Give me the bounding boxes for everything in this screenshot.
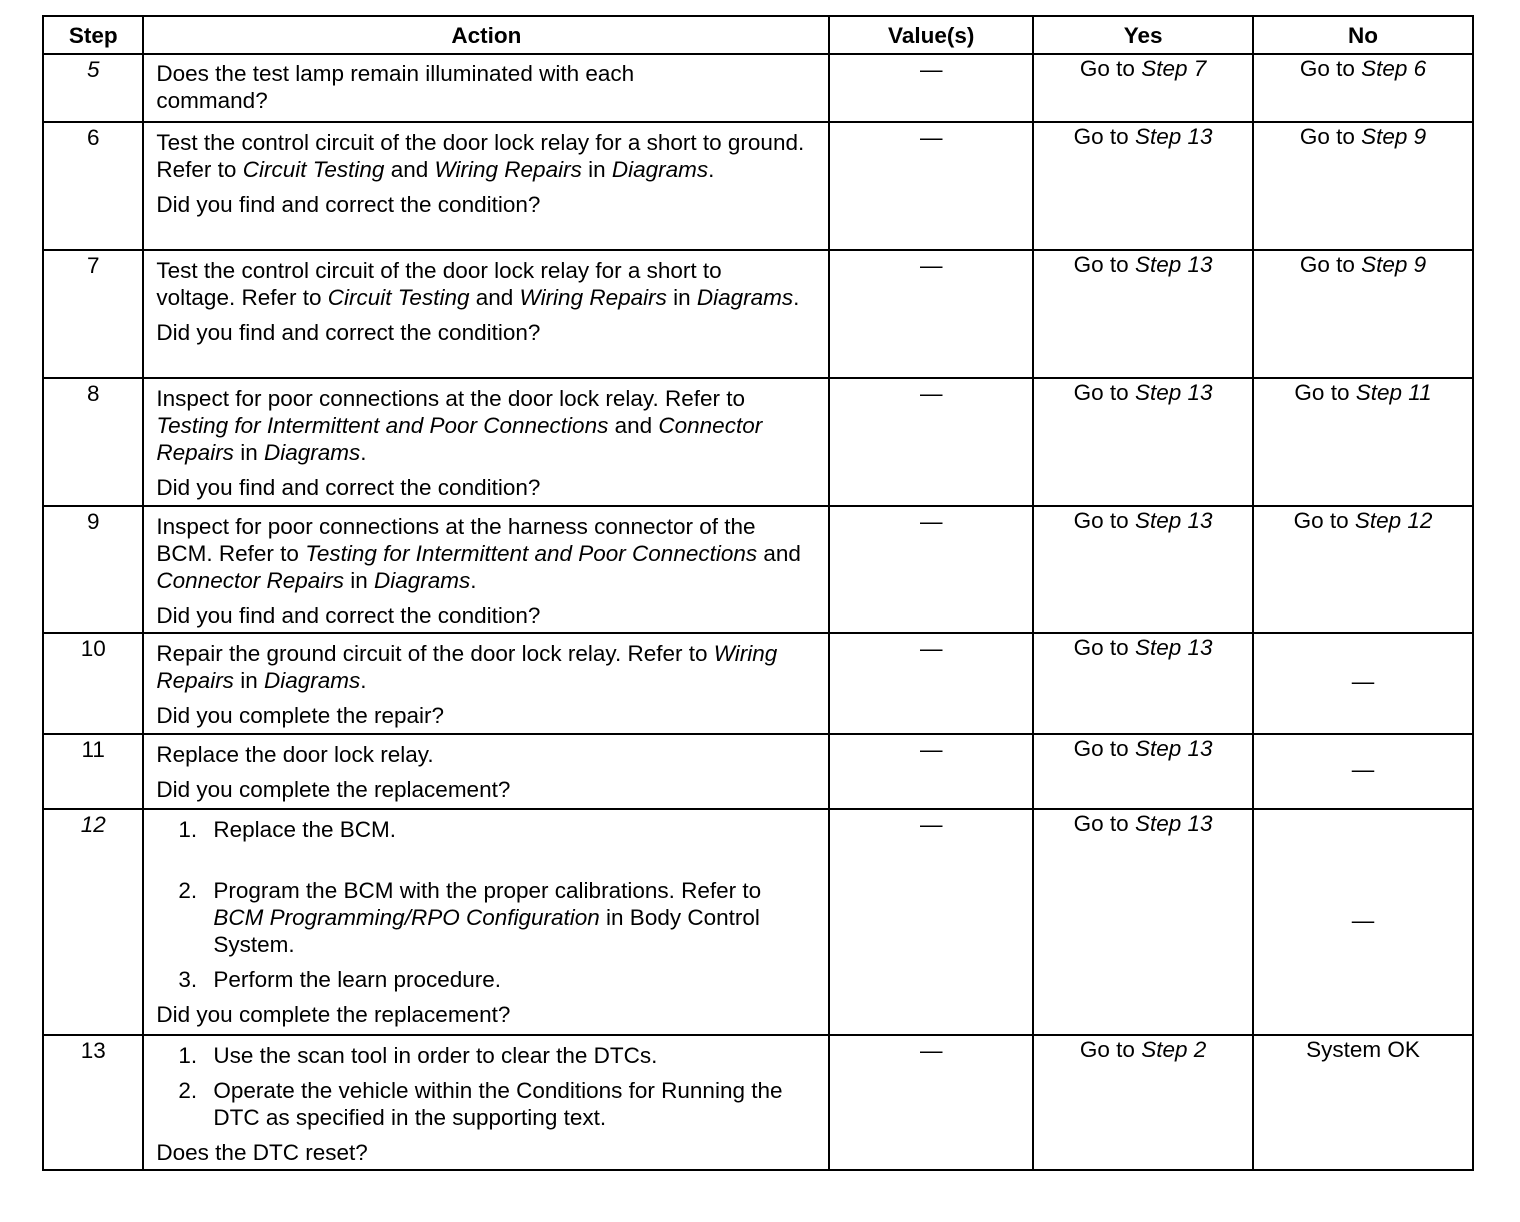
yes-step-link[interactable]: Step 13: [1134, 124, 1213, 149]
no-cell: [1253, 122, 1473, 250]
list-item-text: Program the BCM with the proper calibrations. Refer to: [213, 878, 762, 903]
no-cell: —: [1253, 734, 1473, 809]
yes-step-link[interactable]: Step 7: [1141, 56, 1207, 81]
step-number: 8: [43, 378, 143, 506]
yes-prefix: Go to: [1073, 736, 1135, 761]
action-question: Did you find and correct the condition?: [156, 475, 541, 500]
yes-cell: [1033, 633, 1253, 734]
yes-cell: [1033, 809, 1253, 1035]
reference-link[interactable]: Testing for Intermittent and Poor Connections: [156, 413, 609, 438]
list-item-text: Use the scan tool in order to clear the DTCs.: [213, 1043, 658, 1068]
no-prefix: Go to: [1299, 56, 1362, 81]
action-text-part: in: [233, 668, 264, 693]
action-text: [156, 640, 806, 694]
yes-cell: [1033, 506, 1253, 633]
diagnostic-table: [42, 15, 1474, 1171]
value-cell: —: [829, 506, 1033, 633]
action-cell: [143, 633, 829, 734]
no-step-link[interactable]: Step 9: [1361, 124, 1427, 149]
value-cell: —: [829, 734, 1033, 809]
value-cell: —: [829, 378, 1033, 506]
yes-prefix: Go to: [1073, 635, 1135, 660]
list-item-number: 2.: [178, 878, 198, 903]
value-cell: —: [829, 122, 1033, 250]
no-cell: —: [1253, 633, 1473, 734]
action-text: [156, 385, 806, 466]
action-question: Did you find and correct the condition?: [156, 320, 541, 345]
action-text-part: and: [469, 285, 520, 310]
yes-step-link[interactable]: Step 13: [1134, 508, 1213, 533]
action-text-part: .: [360, 440, 367, 465]
no-step-link[interactable]: Step 9: [1361, 252, 1427, 277]
yes-step-link[interactable]: Step 2: [1141, 1037, 1207, 1062]
action-text-part: in: [581, 157, 612, 182]
yes-prefix: Go to: [1073, 508, 1135, 533]
value-cell: —: [829, 633, 1033, 734]
action-text: [156, 257, 806, 311]
list-item: [156, 877, 816, 958]
yes-prefix: Go to: [1073, 811, 1135, 836]
action-text-part: .: [470, 568, 477, 593]
action-text-part: in: [233, 440, 264, 465]
step-number: 6: [43, 122, 143, 250]
step-number: 9: [43, 506, 143, 633]
no-cell: System OK: [1253, 1035, 1473, 1170]
yes-cell: [1033, 54, 1253, 122]
action-text-part: Test the control circuit of the door lock relay for a short to ground. Refer to: [156, 130, 805, 182]
list-item-text: Operate the vehicle within the Conditions for Running the DTC as specified in the supporting text.: [213, 1078, 783, 1130]
table-row: [43, 506, 1473, 633]
action-text-part: Inspect for poor connections at the door lock relay. Refer to: [156, 386, 746, 411]
action-cell: [143, 378, 829, 506]
header-value: Value(s): [829, 16, 1033, 54]
yes-cell: [1033, 734, 1253, 809]
step-number: 5: [43, 54, 143, 122]
action-question: Did you find and correct the condition?: [156, 192, 541, 217]
list-item: [156, 1077, 816, 1131]
yes-step-link[interactable]: Step 13: [1134, 252, 1213, 277]
yes-step-link[interactable]: Step 13: [1134, 380, 1213, 405]
list-item-text: Perform the learn procedure.: [213, 967, 502, 992]
no-cell: [1253, 250, 1473, 378]
reference-link[interactable]: Diagrams: [611, 157, 709, 182]
action-text-part: in: [344, 568, 375, 593]
yes-step-link[interactable]: Step 13: [1134, 635, 1213, 660]
yes-prefix: Go to: [1079, 1037, 1142, 1062]
list-item-number: 1.: [178, 817, 198, 842]
action-text-part: and: [608, 413, 659, 438]
value-cell: —: [829, 1035, 1033, 1170]
no-step-link[interactable]: Step 11: [1355, 380, 1432, 405]
step-number: 13: [43, 1035, 143, 1170]
yes-prefix: Go to: [1073, 124, 1135, 149]
reference-link[interactable]: Wiring Repairs: [519, 285, 667, 310]
action-question: Did you complete the replacement?: [156, 777, 511, 802]
action-text: Does the test lamp remain illuminated with each command?: [156, 61, 635, 113]
no-step-link[interactable]: Step 12: [1354, 508, 1433, 533]
action-cell: [143, 1035, 829, 1170]
table-row: [43, 734, 1473, 809]
no-prefix: Go to: [1299, 124, 1362, 149]
yes-cell: [1033, 1035, 1253, 1170]
yes-cell: [1033, 122, 1253, 250]
table-row: [43, 809, 1473, 1035]
reference-link[interactable]: Diagrams: [263, 440, 361, 465]
header-no: No: [1253, 16, 1473, 54]
list-item-text: in Body Control System.: [213, 905, 760, 957]
no-cell: [1253, 506, 1473, 633]
reference-link[interactable]: Connector Repairs: [156, 568, 344, 593]
no-cell: —: [1253, 809, 1473, 1035]
table-row: [43, 250, 1473, 378]
action-text-part: and: [757, 541, 801, 566]
action-question: Does the DTC reset?: [156, 1140, 368, 1165]
action-cell: [143, 250, 829, 378]
value-cell: —: [829, 809, 1033, 1035]
header-step: Step: [43, 16, 143, 54]
action-cell: [143, 54, 829, 122]
list-item: [156, 966, 816, 993]
action-text-part: .: [708, 157, 715, 182]
reference-link[interactable]: Testing for Intermittent and Poor Connections: [305, 541, 758, 566]
list-item: [156, 1042, 816, 1069]
header-action: Action: [143, 16, 829, 54]
step-number: 11: [43, 734, 143, 809]
no-prefix: Go to: [1299, 252, 1362, 277]
yes-prefix: Go to: [1073, 252, 1135, 277]
action-text-part: in: [666, 285, 697, 310]
action-text-part: .: [360, 668, 367, 693]
action-cell: [143, 122, 829, 250]
header-yes: Yes: [1033, 16, 1253, 54]
yes-prefix: Go to: [1073, 380, 1135, 405]
action-question: Did you find and correct the condition?: [156, 603, 541, 628]
value-cell: —: [829, 250, 1033, 378]
reference-link[interactable]: Diagrams: [374, 568, 471, 593]
list-item-number: 2.: [178, 1078, 198, 1103]
action-cell: [143, 734, 829, 809]
action-cell: [143, 809, 829, 1035]
reference-link[interactable]: Connector Repairs: [156, 413, 763, 465]
table-row: [43, 378, 1473, 506]
reference-link[interactable]: Wiring Repairs: [434, 157, 582, 182]
yes-prefix: Go to: [1079, 56, 1142, 81]
reference-link[interactable]: Wiring Repairs: [156, 641, 778, 693]
action-text-part: Repair the ground circuit of the door lock relay. Refer to: [156, 641, 714, 666]
step-number: 10: [43, 633, 143, 734]
action-text-part: Inspect for poor connections at the harness connector of the BCM. Refer to: [156, 514, 756, 566]
yes-step-link[interactable]: Step 13: [1134, 811, 1213, 836]
list-item: [156, 816, 816, 843]
action-text-part: Test the control circuit of the door lock relay for a short to voltage. Refer to: [156, 258, 722, 310]
reference-link[interactable]: Diagrams: [263, 668, 361, 693]
action-question: Did you complete the repair?: [156, 703, 445, 728]
action-text: [156, 129, 806, 183]
no-prefix: Go to: [1294, 380, 1356, 405]
action-text: [156, 513, 806, 594]
header-row: [43, 16, 1473, 54]
action-text-part: and: [384, 157, 435, 182]
no-step-link[interactable]: Step 6: [1361, 56, 1427, 81]
no-prefix: Go to: [1293, 508, 1355, 533]
step-number: 7: [43, 250, 143, 378]
table-row: [43, 633, 1473, 734]
reference-link[interactable]: Diagrams: [696, 285, 794, 310]
no-cell: [1253, 54, 1473, 122]
action-text: Replace the door lock relay.: [156, 742, 434, 767]
yes-cell: [1033, 250, 1253, 378]
procedure-list: [156, 816, 816, 993]
list-item-number: 3.: [178, 967, 198, 992]
yes-step-link[interactable]: Step 13: [1134, 736, 1213, 761]
table-row: [43, 1035, 1473, 1170]
reference-link[interactable]: Circuit Testing: [327, 285, 470, 310]
action-cell: [143, 506, 829, 633]
step-number: 12: [43, 809, 143, 1035]
action-text-part: .: [793, 285, 800, 310]
table-row: [43, 54, 1473, 122]
procedure-list: [156, 1042, 816, 1131]
reference-link[interactable]: BCM Programming/RPO Configuration: [213, 905, 600, 930]
no-cell: [1253, 378, 1473, 506]
action-question: Did you complete the replacement?: [156, 1002, 511, 1027]
value-cell: —: [829, 54, 1033, 122]
yes-cell: [1033, 378, 1253, 506]
reference-link[interactable]: Circuit Testing: [242, 157, 385, 182]
table-row: [43, 122, 1473, 250]
list-item-number: 1.: [178, 1043, 198, 1068]
list-item-text: Replace the BCM.: [213, 817, 396, 842]
